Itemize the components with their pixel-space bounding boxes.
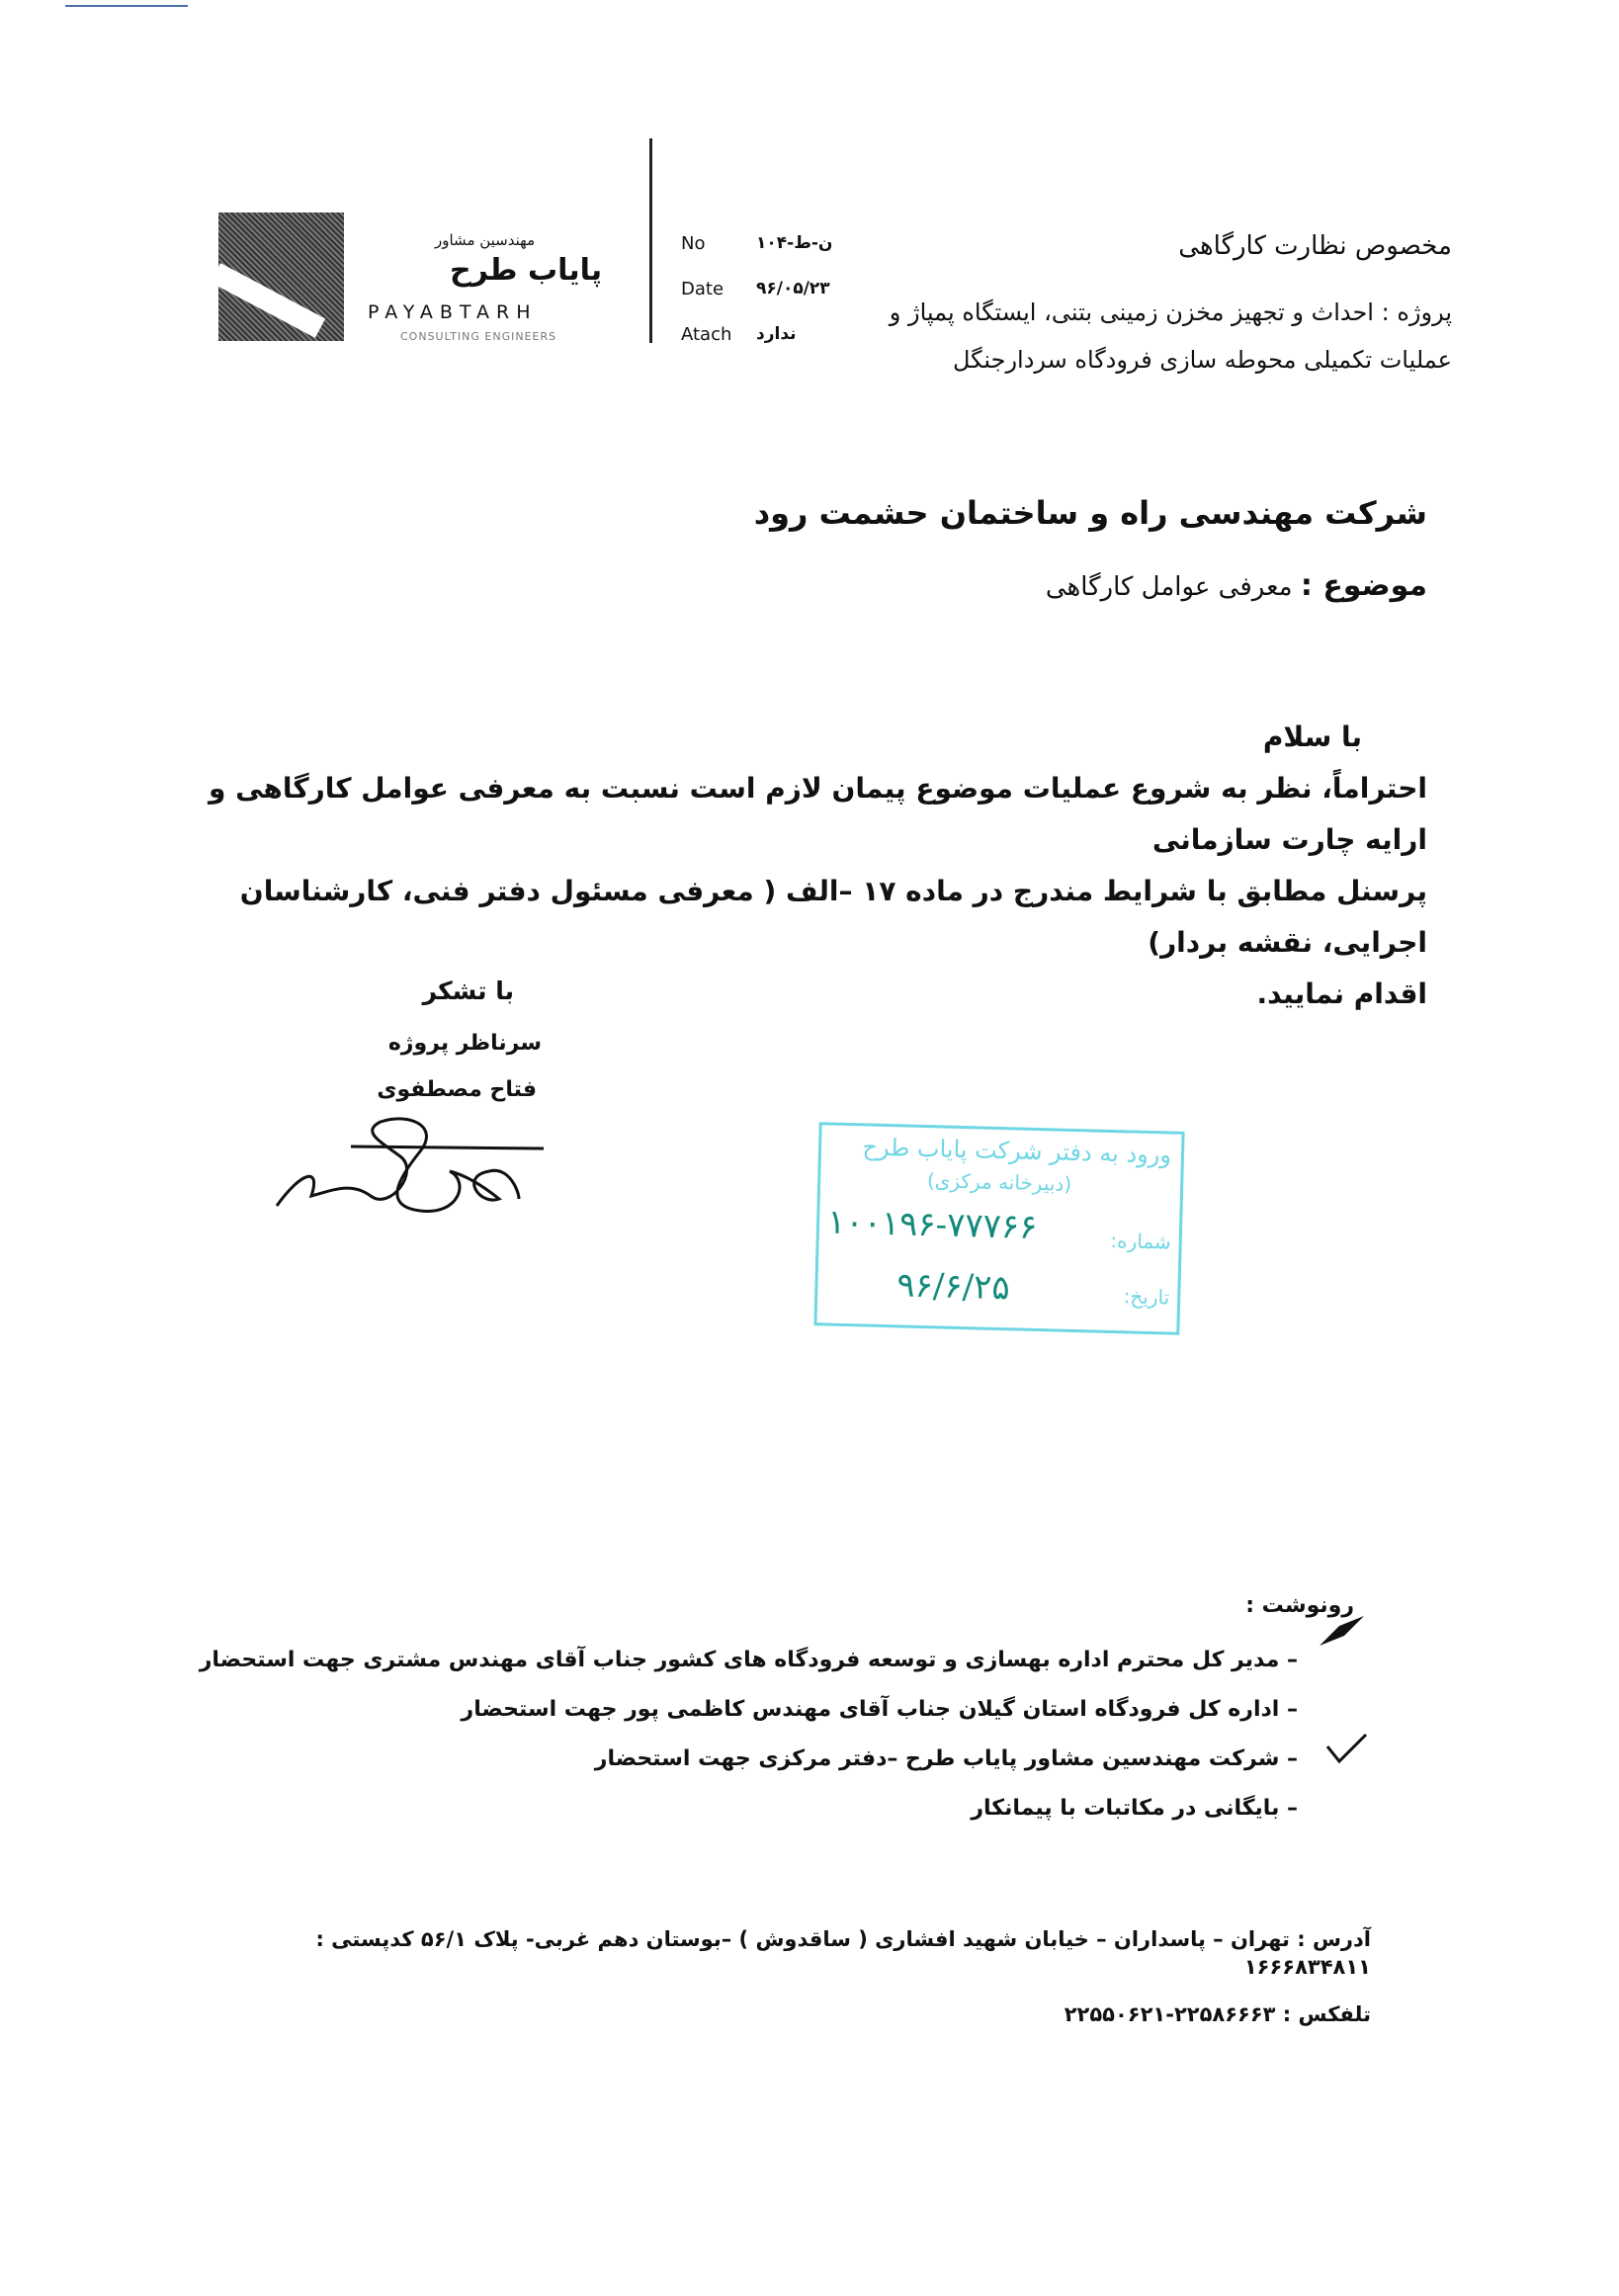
- header-divider: [649, 138, 652, 343]
- check-mark-icon: [1324, 1732, 1369, 1766]
- cc-item-3: – شرکت مهندسین مشاور پایاب طرح –دفتر مرکزی جهت استحضار: [594, 1746, 1298, 1771]
- project-line-1: پروژه : احداث و تجهیز مخزن زمینی بتنی، ایستگاه پمپاژ و: [889, 298, 1452, 326]
- recipient: شرکت مهندسی راه و ساختمان حشمت رود: [753, 494, 1427, 532]
- cc-item-1: – مدیر کل محترم اداره بهسازی و توسعه فرودگاه های کشور جناب آقای مهندس مشتری جهت استحضار: [199, 1648, 1298, 1672]
- attach-value: ندارد: [756, 324, 797, 344]
- signer-name: فتاح مصطفوی: [377, 1077, 537, 1102]
- body-line-2: پرسنل مطابق با شرایط مندرج در ماده ۱۷ –الف ( معرفی مسئول دفتر فنی، کارشناسان اجرایی، نقشه بردار): [239, 875, 1427, 959]
- stamp-line-2: (دبیرخانه مرکزی): [926, 1168, 1072, 1196]
- closing: با تشکر: [422, 977, 514, 1005]
- cc-heading: رونوشت :: [1245, 1593, 1354, 1618]
- attach-label: Atach: [681, 324, 732, 345]
- footer-fax: تلفکس : ۲۲۵۸۶۶۶۳-۲۲۵۵۰۶۲۱: [1064, 2002, 1371, 2026]
- check-mark-icon: [1315, 1611, 1374, 1656]
- logo-name-fa: پایاب طرح: [450, 253, 603, 288]
- logo-name-en: PAYABTARH: [368, 301, 538, 323]
- footer-address: آدرس : تهران – پاسداران – خیابان شهید افشاری ( ساقدوش ) –بوستان دهم غربی- پلاک ۵۶/۱ کدپستی : ۱۶۶۶۸۳۴۸۱۱: [315, 1927, 1371, 1979]
- receipt-stamp: [813, 1122, 1184, 1335]
- logo-subtitle-fa: مهندسین مشاور: [435, 231, 536, 249]
- date-label: Date: [681, 279, 724, 299]
- date-value: ۹۶/۰۵/۲۳: [756, 279, 830, 298]
- stamp-date-value: ۹۶/۶/۲۵: [895, 1265, 1011, 1309]
- stamp-number-value: ۱۰۰۱۹۶-۷۷۷۶۶: [826, 1202, 1038, 1247]
- signer-title: سرناظر پروژه: [387, 1031, 542, 1056]
- logo-subtitle-en: CONSULTING ENGINEERS: [400, 330, 557, 343]
- footer: [185, 1925, 1371, 2048]
- letter-body: [182, 712, 1427, 1020]
- no-value: ن-ط-۱۰۴: [756, 233, 833, 253]
- cc-list: [161, 1646, 1298, 1843]
- stamp-date-label: تاریخ:: [1123, 1284, 1170, 1310]
- stamp-number-label: شماره:: [1110, 1228, 1172, 1254]
- company-logo-image: [218, 213, 344, 341]
- greeting: با سلام: [1262, 721, 1362, 753]
- no-label: No: [681, 233, 706, 254]
- subject-line: [1046, 568, 1427, 603]
- cc-item-4: – بایگانی در مکاتبات با پیمانکار: [971, 1796, 1298, 1821]
- project-line-2: عملیات تکمیلی محوطه سازی فرودگاه سردارجنگل: [952, 346, 1452, 374]
- body-line-3: اقدام نمایید.: [1256, 978, 1427, 1010]
- signature: [272, 1112, 558, 1221]
- department-label: مخصوص نظارت کارگاهی: [1178, 231, 1452, 261]
- stamp-line-1: ورود به دفتر شرکت پایاب طرح: [862, 1133, 1172, 1169]
- subject-label: موضوع :: [1300, 568, 1427, 603]
- scan-edge-line: [65, 5, 188, 7]
- body-line-1: احتراماً، نظر به شروع عملیات موضوع پیمان لازم است نسبت به معرفی عوامل کارگاهی و ارایه چارت سازمانی: [208, 772, 1427, 856]
- subject-text: معرفی عوامل کارگاهی: [1045, 572, 1293, 602]
- cc-item-2: – اداره کل فرودگاه استان گیلان جناب آقای مهندس کاظمی پور جهت استحضار: [461, 1697, 1298, 1722]
